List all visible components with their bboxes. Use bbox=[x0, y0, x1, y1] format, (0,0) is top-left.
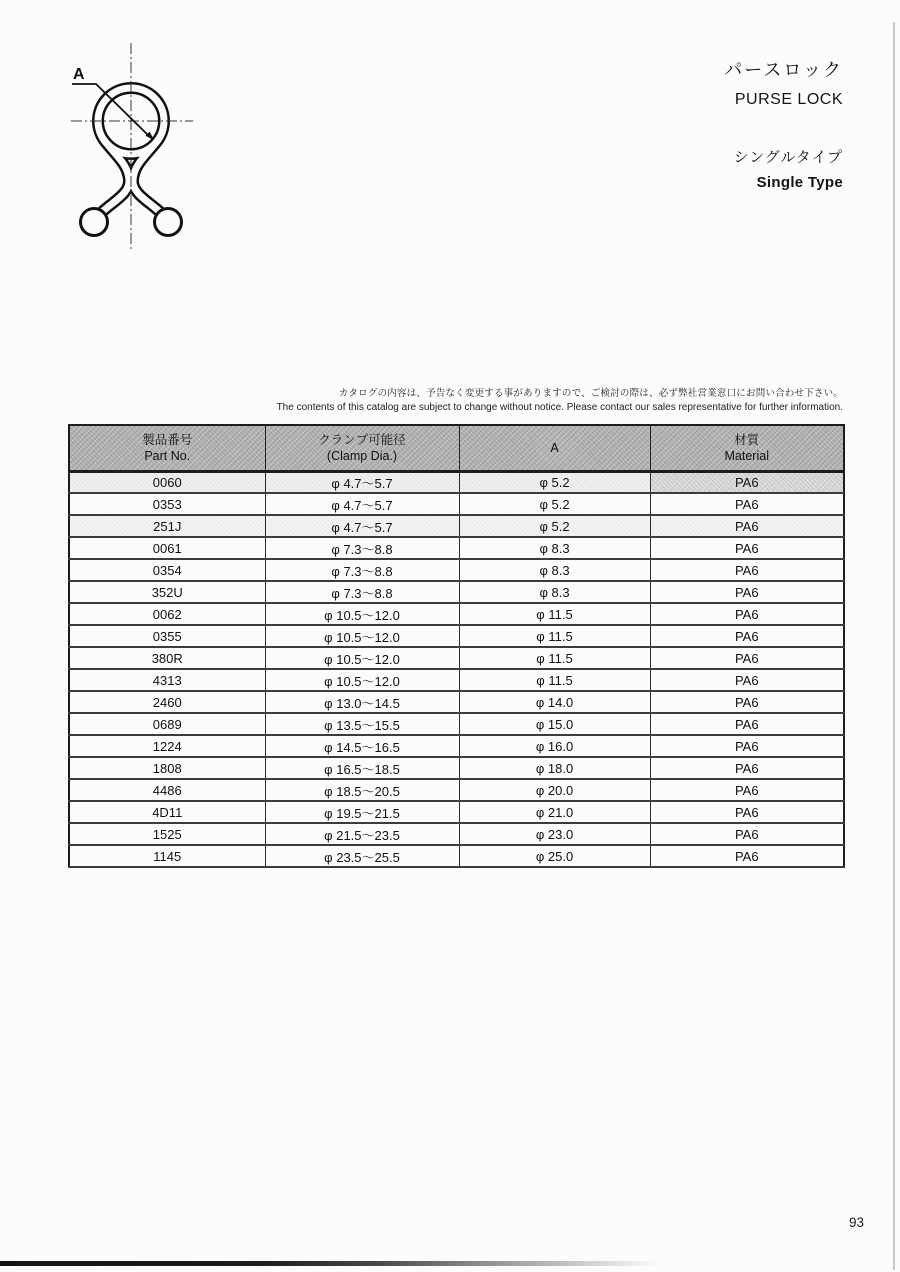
clamp-dia-cell: φ 13.5～15.5 bbox=[265, 713, 459, 735]
table-row bbox=[69, 537, 844, 559]
a-cell: φ 11.5 bbox=[459, 603, 650, 625]
material-cell: PA6 bbox=[650, 559, 844, 581]
material-cell: PA6 bbox=[650, 493, 844, 515]
material-cell: PA6 bbox=[650, 625, 844, 647]
table-row bbox=[69, 603, 844, 625]
table-row bbox=[69, 713, 844, 735]
part-no-cell: 1525 bbox=[69, 823, 265, 845]
parts-table bbox=[68, 424, 845, 868]
clamp-dia-cell: φ 13.0～14.5 bbox=[265, 691, 459, 713]
clamp-dia-cell: φ 21.5～23.5 bbox=[265, 823, 459, 845]
clamp-dia-cell: φ 19.5～21.5 bbox=[265, 801, 459, 823]
part-no-cell: 0061 bbox=[69, 537, 265, 559]
part-no-cell: 4486 bbox=[69, 779, 265, 801]
clamp-dia-cell: φ 10.5～12.0 bbox=[265, 647, 459, 669]
part-no-cell: 251J bbox=[69, 515, 265, 537]
part-no-cell: 0353 bbox=[69, 493, 265, 515]
left-ball-end bbox=[81, 209, 108, 236]
material-cell: PA6 bbox=[650, 691, 844, 713]
a-cell: φ 5.2 bbox=[459, 493, 650, 515]
table-row bbox=[69, 471, 844, 493]
product-title-jp: パースロック bbox=[724, 60, 843, 80]
a-cell: φ 25.0 bbox=[459, 845, 650, 867]
table-row bbox=[69, 691, 844, 713]
part-no-cell: 4D11 bbox=[69, 801, 265, 823]
material-cell: PA6 bbox=[650, 713, 844, 735]
notice-text-jp: カタログの内容は、予告なく変更する事がありますので、ご検討の際は、必ず弊社営業窓口にお問い合わせ下さい。 bbox=[338, 388, 843, 399]
a-cell: φ 15.0 bbox=[459, 713, 650, 735]
material-cell: PA6 bbox=[650, 581, 844, 603]
clamp-dia-cell: φ 4.7～5.7 bbox=[265, 471, 459, 493]
table-row bbox=[69, 801, 844, 823]
parts-table-body bbox=[69, 471, 844, 867]
part-no-cell: 0355 bbox=[69, 625, 265, 647]
product-subtitle-jp: シングルタイプ bbox=[733, 149, 843, 166]
part-no-cell: 1224 bbox=[69, 735, 265, 757]
page-number: 93 bbox=[849, 1215, 865, 1230]
clamp-dia-cell: φ 10.5～12.0 bbox=[265, 669, 459, 691]
scan-artifact-right-edge bbox=[893, 22, 895, 1270]
table-row bbox=[69, 515, 844, 537]
part-no-cell: 2460 bbox=[69, 691, 265, 713]
clamp-dia-cell: φ 16.5～18.5 bbox=[265, 757, 459, 779]
material-cell: PA6 bbox=[650, 779, 844, 801]
clamp-dia-cell: φ 7.3～8.8 bbox=[265, 581, 459, 603]
part-no-cell: 0354 bbox=[69, 559, 265, 581]
column-header: 材質 Material bbox=[650, 425, 844, 471]
a-cell: φ 5.2 bbox=[459, 515, 650, 537]
notice-text-en: The contents of this catalog are subject to change without notice. Please contact our sales representative for further information. bbox=[276, 402, 843, 413]
material-cell: PA6 bbox=[650, 603, 844, 625]
right-ball-end bbox=[155, 209, 182, 236]
parts-table-header bbox=[69, 425, 844, 471]
a-cell: φ 18.0 bbox=[459, 757, 650, 779]
a-cell: φ 5.2 bbox=[459, 471, 650, 493]
table-row bbox=[69, 669, 844, 691]
clamp-dia-cell: φ 10.5～12.0 bbox=[265, 603, 459, 625]
a-cell: φ 23.0 bbox=[459, 823, 650, 845]
table-row bbox=[69, 757, 844, 779]
column-header: A bbox=[459, 425, 650, 471]
part-no-cell: 0689 bbox=[69, 713, 265, 735]
material-cell: PA6 bbox=[650, 471, 844, 493]
clamp-dia-cell: φ 4.7～5.7 bbox=[265, 515, 459, 537]
scan-artifact-bottom-edge bbox=[0, 1261, 660, 1266]
part-no-cell: 352U bbox=[69, 581, 265, 603]
part-no-cell: 1145 bbox=[69, 845, 265, 867]
a-cell: φ 11.5 bbox=[459, 669, 650, 691]
product-title-en: PURSE LOCK bbox=[734, 91, 843, 108]
title-block bbox=[724, 56, 843, 191]
product-subtitle-en: Single Type bbox=[756, 174, 843, 191]
a-cell: φ 14.0 bbox=[459, 691, 650, 713]
material-cell: PA6 bbox=[650, 735, 844, 757]
a-cell: φ 16.0 bbox=[459, 735, 650, 757]
part-no-cell: 1808 bbox=[69, 757, 265, 779]
a-cell: φ 11.5 bbox=[459, 647, 650, 669]
a-cell: φ 21.0 bbox=[459, 801, 650, 823]
a-cell: φ 8.3 bbox=[459, 537, 650, 559]
table-row bbox=[69, 735, 844, 757]
part-no-cell: 0060 bbox=[69, 471, 265, 493]
catalog-notice bbox=[277, 385, 843, 413]
material-cell: PA6 bbox=[650, 757, 844, 779]
dimension-label-a: A bbox=[73, 66, 85, 83]
part-no-cell: 380R bbox=[69, 647, 265, 669]
clamp-dia-cell: φ 23.5～25.5 bbox=[265, 845, 459, 867]
table-row bbox=[69, 559, 844, 581]
part-no-cell: 0062 bbox=[69, 603, 265, 625]
a-cell: φ 8.3 bbox=[459, 559, 650, 581]
clamp-dia-cell: φ 10.5～12.0 bbox=[265, 625, 459, 647]
table-row bbox=[69, 493, 844, 515]
table-row bbox=[69, 823, 844, 845]
part-no-cell: 4313 bbox=[69, 669, 265, 691]
clamp-dia-cell: φ 14.5～16.5 bbox=[265, 735, 459, 757]
column-header: クランプ可能径 (Clamp Dia.) bbox=[265, 425, 459, 471]
header-row bbox=[69, 425, 844, 471]
a-cell: φ 8.3 bbox=[459, 581, 650, 603]
material-cell: PA6 bbox=[650, 801, 844, 823]
table-row bbox=[69, 779, 844, 801]
a-cell: φ 20.0 bbox=[459, 779, 650, 801]
table-row bbox=[69, 625, 844, 647]
material-cell: PA6 bbox=[650, 845, 844, 867]
column-header: 製品番号 Part No. bbox=[69, 425, 265, 471]
a-cell: φ 11.5 bbox=[459, 625, 650, 647]
material-cell: PA6 bbox=[650, 669, 844, 691]
table-row bbox=[69, 581, 844, 603]
clamp-dia-cell: φ 7.3～8.8 bbox=[265, 559, 459, 581]
material-cell: PA6 bbox=[650, 823, 844, 845]
clamp-dia-cell: φ 4.7～5.7 bbox=[265, 493, 459, 515]
material-cell: PA6 bbox=[650, 647, 844, 669]
table-row bbox=[69, 647, 844, 669]
material-cell: PA6 bbox=[650, 537, 844, 559]
clamp-dia-cell: φ 7.3～8.8 bbox=[265, 537, 459, 559]
material-cell: PA6 bbox=[650, 515, 844, 537]
table-row bbox=[69, 845, 844, 867]
purse-lock-drawing bbox=[35, 25, 235, 255]
clamp-dia-cell: φ 18.5～20.5 bbox=[265, 779, 459, 801]
